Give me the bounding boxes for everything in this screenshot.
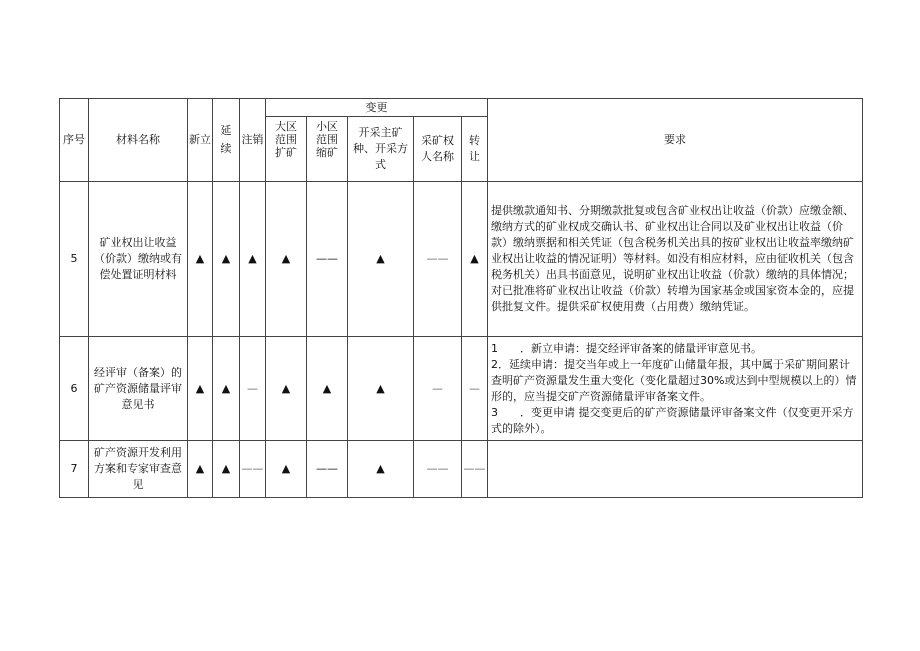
requirement-item-1: 1 ．新立申请：提交经评审备案的储量评审意见书。 [491,341,763,355]
header-change-group: 变更 [266,99,488,117]
cell-shrink: —— [307,182,348,337]
requirement-item-2: 2．延续申请：提交当年或上一年度矿山储量年报，其中属于采矿期间累计查明矿产资源量发生重大变化（变化量超过30%或达到中型规模以上的）情形的，应当提交矿产资源储量评审备案文件。 [491,357,857,403]
row-requirement: 提供缴款通知书、分期缴款批复或包含矿业权出让收益（价款）应缴金额、缴纳方式的矿业权成交确认书、矿业权出让合同以及矿业权出让收益（价款）缴纳票据和相关凭证（包含税务机关出具的按矿业权出让收益率缴纳矿业权出让收益的情况证明）等材料。如没有相应材料，应由征收机关（包含税务机关）出具书面意见，说明矿业权出让收益（价款）缴纳的具体情况；对已批准将矿业权出让收益（价款）转增为国家基金或国家资本金的，应提供批复文件。提供采矿权使用费（占用费）缴纳凭证。 [488,182,863,337]
header-change-holder [414,117,462,182]
cell-shrink: ▲ [307,337,348,441]
header-seq: 序号 [60,99,89,182]
cell-cancel: ▲ [240,182,266,337]
cell-new: ▲ [188,441,213,498]
cell-expand: ▲ [266,182,307,337]
cell-new: ▲ [188,337,213,441]
row-material: 矿业权出让收益（价款）缴纳或有偿处置证明材料 [89,182,188,337]
table-row [60,337,863,441]
header-row-top [60,99,863,117]
cell-cancel: —— [240,441,266,498]
header-new: 新立 [188,99,213,182]
cell-holder: — [414,337,462,441]
cell-transfer: — [462,337,488,441]
header-change-shrink [307,117,348,182]
cell-expand: ▲ [266,337,307,441]
table-row [60,441,863,498]
cell-holder: —— [414,441,462,498]
cell-new: ▲ [188,182,213,337]
row-material: 经评审（备案）的矿产资源储量评审意见书 [89,337,188,441]
materials-table [59,98,863,498]
header-material: 材料名称 [89,99,188,182]
header-extend-label: 延续 [220,124,232,155]
cell-cancel: — [240,337,266,441]
cell-expand: ▲ [266,441,307,498]
cell-transfer: ▲ [462,182,488,337]
header-change-shrink-label: 小区范围缩矿 [316,120,338,159]
requirement-item-3: 3 ．变更申请 提交变更后的矿产资源储量评审备案文件（仅变更开采方式的除外）。 [491,405,854,435]
cell-extend: ▲ [213,337,240,441]
cell-mineral: ▲ [348,441,414,498]
header-transfer-label: 转让 [469,134,481,163]
header-change-holder-label: 采矿权人名称 [421,134,454,163]
header-requirement: 要求 [488,99,863,182]
row-material: 矿产资源开发利用方案和专家审查意见 [89,441,188,498]
header-change-expand [266,117,307,182]
header-change-mineral [348,117,414,182]
table-row [60,182,863,337]
cell-extend: ▲ [213,182,240,337]
row-requirement [488,337,863,441]
row-seq: 7 [60,441,89,498]
cell-holder: —— [414,182,462,337]
cell-mineral: ▲ [348,337,414,441]
cell-transfer: —— [462,441,488,498]
row-seq: 6 [60,337,89,441]
header-cancel: 注销 [240,99,266,182]
header-extend [213,99,240,182]
cell-shrink: —— [307,441,348,498]
header-transfer [462,117,488,182]
row-requirement [488,441,863,498]
header-change-mineral-label: 开采主矿种、开采方式 [353,126,408,171]
header-change-expand-label: 大区范围扩矿 [275,120,297,159]
row-seq: 5 [60,182,89,337]
cell-extend: ▲ [213,441,240,498]
cell-mineral: ▲ [348,182,414,337]
